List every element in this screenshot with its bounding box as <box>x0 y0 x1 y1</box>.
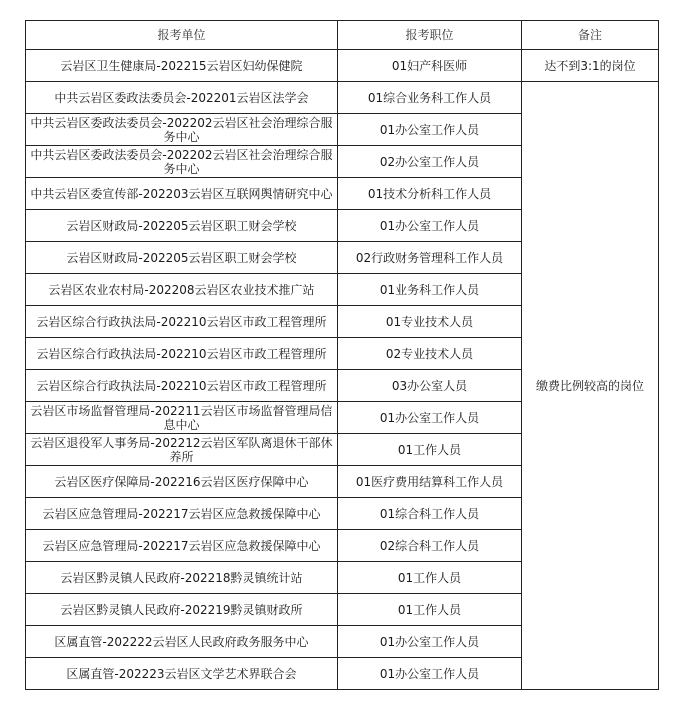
position-cell: 01综合科工作人员 <box>338 498 522 530</box>
unit-cell: 云岩区综合行政执法局-202210云岩区市政工程管理所 <box>26 306 338 338</box>
position-cell: 01技术分析科工作人员 <box>338 178 522 210</box>
position-table <box>25 20 659 690</box>
unit-cell: 云岩区农业农村局-202208云岩区农业技术推广站 <box>26 274 338 306</box>
position-cell: 02办公室工作人员 <box>338 146 522 178</box>
unit-cell: 云岩区黔灵镇人民政府-202219黔灵镇财政所 <box>26 594 338 626</box>
position-cell: 01办公室工作人员 <box>338 114 522 146</box>
unit-cell: 云岩区综合行政执法局-202210云岩区市政工程管理所 <box>26 338 338 370</box>
unit-cell: 云岩区应急管理局-202217云岩区应急救援保障中心 <box>26 498 338 530</box>
position-cell: 01办公室工作人员 <box>338 210 522 242</box>
position-cell: 01专业技术人员 <box>338 306 522 338</box>
unit-cell: 区属直管-202222云岩区人民政府政务服务中心 <box>26 626 338 658</box>
unit-cell: 中共云岩区委政法委员会-202202云岩区社会治理综合服务中心 <box>26 146 338 178</box>
header-position: 报考职位 <box>338 21 522 50</box>
position-cell: 01工作人员 <box>338 562 522 594</box>
unit-cell: 中共云岩区委宣传部-202203云岩区互联网舆情研究中心 <box>26 178 338 210</box>
position-cell: 01业务科工作人员 <box>338 274 522 306</box>
position-cell: 02行政财务管理科工作人员 <box>338 242 522 274</box>
position-cell: 01办公室工作人员 <box>338 402 522 434</box>
unit-cell: 区属直管-202223云岩区文学艺术界联合会 <box>26 658 338 690</box>
position-cell: 03办公室人员 <box>338 370 522 402</box>
table-row <box>26 82 659 114</box>
position-cell: 01综合业务科工作人员 <box>338 82 522 114</box>
position-cell: 01办公室工作人员 <box>338 626 522 658</box>
position-cell: 01妇产科医师 <box>338 50 522 82</box>
unit-cell: 中共云岩区委政法委员会-202201云岩区法学会 <box>26 82 338 114</box>
position-cell: 02专业技术人员 <box>338 338 522 370</box>
unit-cell: 云岩区医疗保障局-202216云岩区医疗保障中心 <box>26 466 338 498</box>
unit-cell: 云岩区综合行政执法局-202210云岩区市政工程管理所 <box>26 370 338 402</box>
position-cell: 02综合科工作人员 <box>338 530 522 562</box>
position-cell: 01办公室工作人员 <box>338 658 522 690</box>
unit-cell: 云岩区财政局-202205云岩区职工财会学校 <box>26 242 338 274</box>
position-cell: 01工作人员 <box>338 434 522 466</box>
remark-cell-high-fee: 缴费比例较高的岗位 <box>522 82 659 690</box>
header-remark: 备注 <box>522 21 659 50</box>
unit-cell: 中共云岩区委政法委员会-202202云岩区社会治理综合服务中心 <box>26 114 338 146</box>
unit-cell: 云岩区退役军人事务局-202212云岩区军队离退休干部休养所 <box>26 434 338 466</box>
table-row <box>26 50 659 82</box>
unit-cell: 云岩区财政局-202205云岩区职工财会学校 <box>26 210 338 242</box>
unit-cell: 云岩区黔灵镇人民政府-202218黔灵镇统计站 <box>26 562 338 594</box>
document-table-wrapper <box>25 20 659 690</box>
unit-cell: 云岩区卫生健康局-202215云岩区妇幼保健院 <box>26 50 338 82</box>
unit-cell: 云岩区市场监督管理局-202211云岩区市场监督管理局信息中心 <box>26 402 338 434</box>
unit-cell: 云岩区应急管理局-202217云岩区应急救援保障中心 <box>26 530 338 562</box>
remark-cell-low-ratio: 达不到3:1的岗位 <box>522 50 659 82</box>
position-cell: 01工作人员 <box>338 594 522 626</box>
position-cell: 01医疗费用结算科工作人员 <box>338 466 522 498</box>
header-unit: 报考单位 <box>26 21 338 50</box>
table-header-row <box>26 21 659 50</box>
